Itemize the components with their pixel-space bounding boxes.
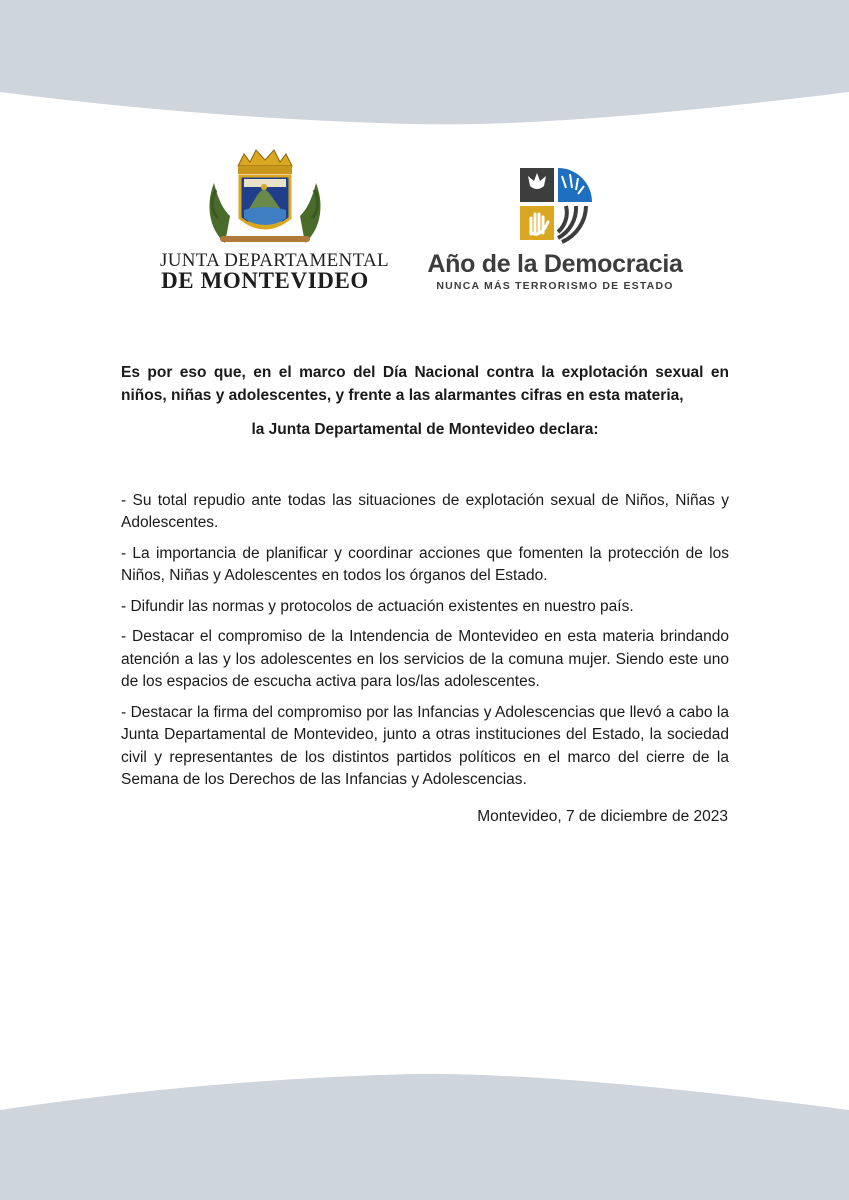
declaration-item: - Difundir las normas y protocolos de actuación existentes en nuestro país. bbox=[121, 597, 634, 615]
junta-logo-line-2: DE MONTEVIDEO bbox=[161, 268, 369, 293]
top-wave-decoration bbox=[0, 0, 849, 130]
declaration-body bbox=[121, 362, 729, 800]
declaration-heading: la Junta Departamental de Montevideo declara: bbox=[251, 421, 599, 438]
declaration-item: - Su total repudio ante todas las situaciones de explotación sexual de Niños, Niñas y Adolescentes. bbox=[121, 491, 729, 531]
bottom-wave-decoration bbox=[0, 1070, 849, 1200]
declaration-item: - Destacar el compromiso de la Intendencia de Montevideo en esta materia brindando atención a las y los adolescentes en los servicios de la comuna mujer. Siendo este uno de los espacios de escucha activa para los/las adolescentes. bbox=[121, 628, 729, 690]
junta-logo-line-1: JUNTA DEPARTAMENTAL bbox=[160, 250, 389, 271]
place-and-date: Montevideo, 7 de diciembre de 2023 bbox=[477, 808, 728, 825]
intro-paragraph: Es por eso que, en el marco del Día Nacional contra la explotación sexual en niños, niñas y adolescentes, y frente a las alarmantes cifras en esta materia, bbox=[121, 364, 729, 404]
declaration-item: - Destacar la firma del compromiso por las Infancias y Adolescencias que llevó a cabo la Junta Departamental de Montevideo, junto a otras instituciones del Estado, la sociedad civil y representantes de los distintos partidos políticos en el marco del cierre de la Semana de los Derechos de las Infancias y Adolescencias. bbox=[121, 703, 729, 788]
democracia-title: Año de la Democracia bbox=[427, 250, 683, 278]
declaration-items bbox=[121, 490, 729, 792]
junta-departamental-logo bbox=[160, 148, 389, 293]
democracia-mark-icon bbox=[518, 166, 596, 244]
ano-de-la-democracia-logo bbox=[420, 160, 690, 295]
declaration-item: - La importancia de planificar y coordinar acciones que fomenten la protección de los Niños, Niñas y Adolescentes en todos los órganos del Estado. bbox=[121, 544, 729, 584]
montevideo-coat-of-arms-icon bbox=[200, 148, 330, 253]
democracia-subtitle: NUNCA MÁS TERRORISMO DE ESTADO bbox=[436, 280, 674, 292]
